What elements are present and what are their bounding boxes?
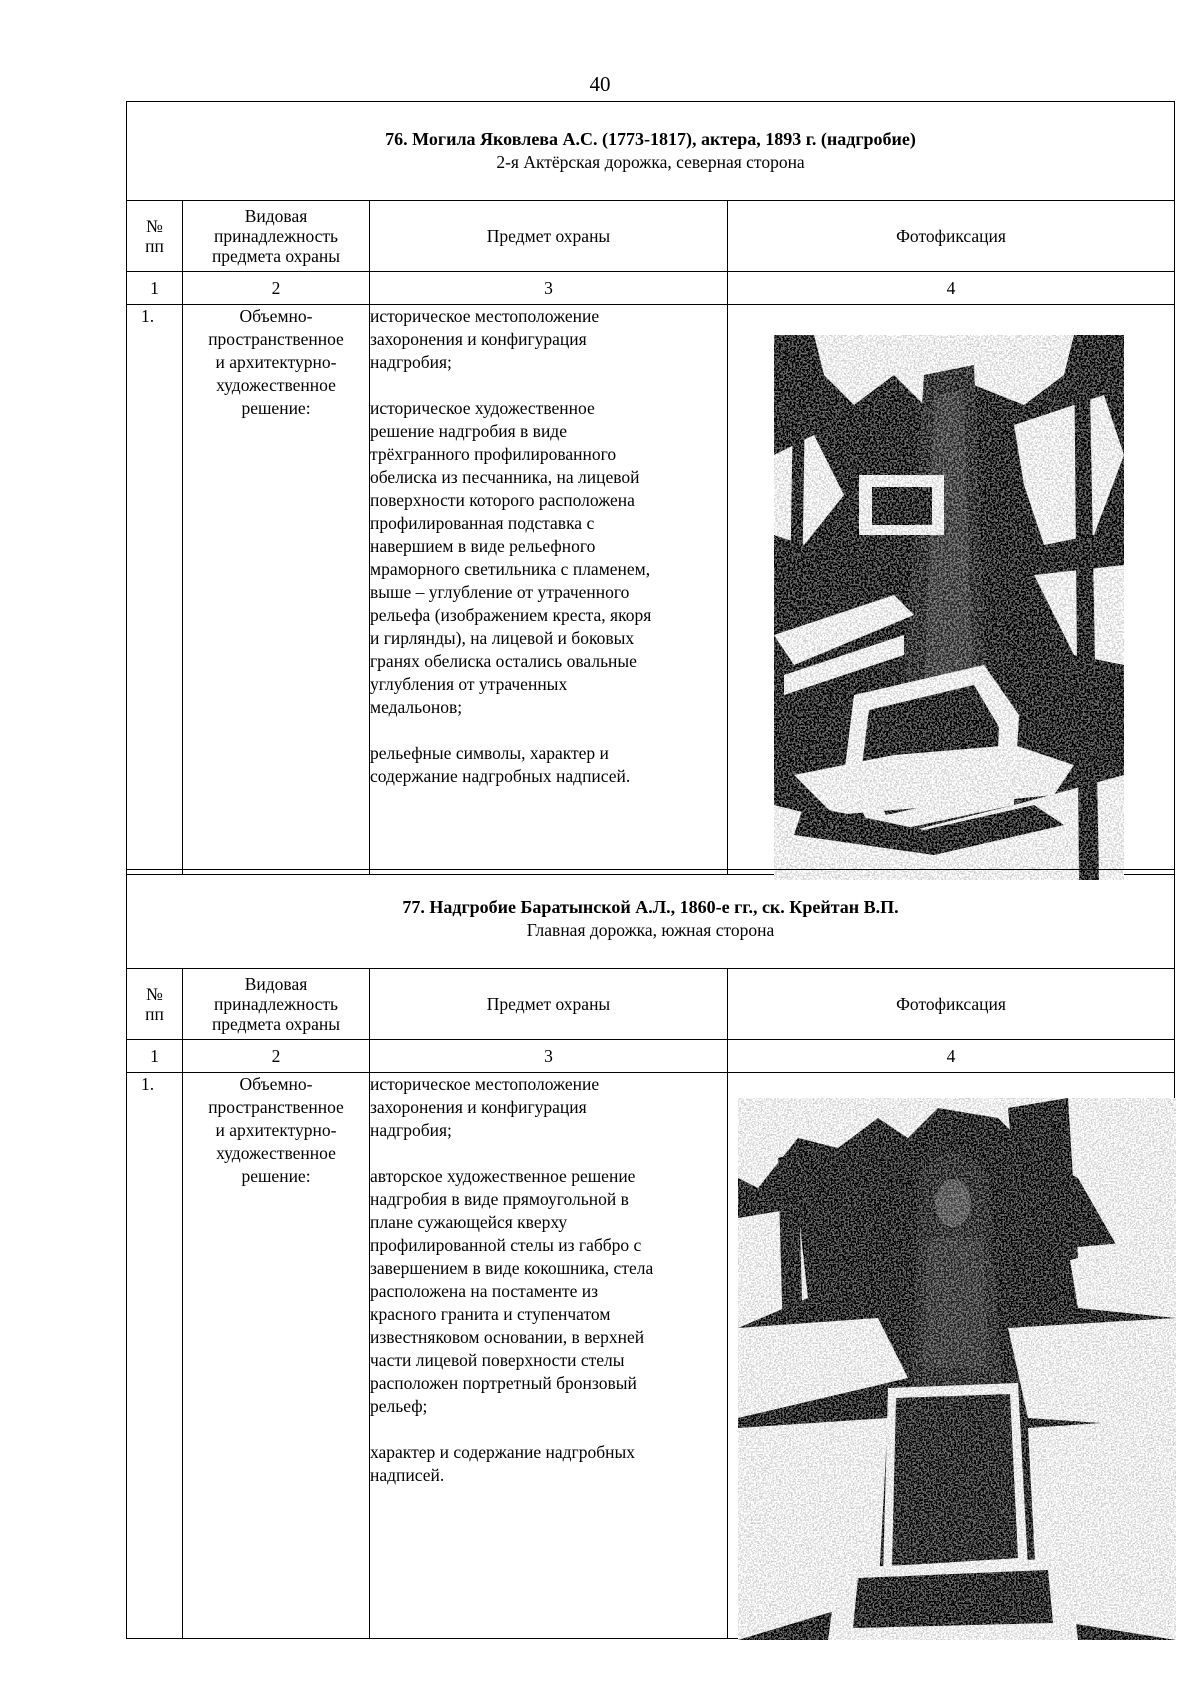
column-header-no: № пп [127, 969, 183, 1040]
column-header-kind: Видовая принадлежность предмета охраны [183, 969, 370, 1040]
column-header-subject: Предмет охраны [370, 201, 728, 272]
column-header-subject: Предмет охраны [370, 969, 728, 1040]
row-subject [370, 305, 728, 875]
row-number: 1. [127, 1073, 183, 1639]
heritage-section-76 [126, 101, 1174, 875]
subject-paragraph: характер и содержание надгробных надписей. [370, 1442, 636, 1485]
section-location: Главная дорожка, южная сторона [526, 920, 775, 940]
row-kind: Объемно- пространственное и архитектурно- художественное решение: [183, 305, 370, 875]
section-header [127, 870, 1175, 969]
column-number-2: 2 [183, 1040, 370, 1073]
column-number-4: 4 [728, 272, 1175, 305]
section-title: 76. Могила Яковлева А.С. (1773-1817), актера, 1893 г. (надгробие) [385, 129, 916, 149]
column-number-3: 3 [370, 1040, 728, 1073]
column-number-3: 3 [370, 272, 728, 305]
grave-photo [774, 335, 1124, 880]
subject-paragraph: авторское художественное решение надгробия в виде прямоугольной в плане сужающейся кверху профилированной стелы из габбро с завершением в виде кокошника, стела расположена на постаменте из красного гранита и ступенчатом известняковом основании, в верхней части лицевой поверхности стелы расположен портретный бронзовый рельеф; [370, 1166, 654, 1416]
row-photo [728, 305, 1175, 875]
section-header [127, 102, 1175, 201]
heritage-table [126, 101, 1175, 875]
column-header-photo: Фотофиксация [728, 969, 1175, 1040]
subject-paragraph: историческое местоположение захоронения и конфигурация надгробия; [370, 306, 600, 372]
column-number-2: 2 [183, 272, 370, 305]
section-location: 2-я Актёрская дорожка, северная сторона [496, 152, 805, 172]
row-subject [370, 1073, 728, 1639]
heritage-table [126, 869, 1175, 1639]
subject-paragraph: рельефные символы, характер и содержание надгробных надписей. [370, 743, 631, 786]
section-title: 77. Надгробие Баратынской А.Л., 1860-е гг., ск. Крейтан В.П. [402, 897, 899, 917]
grave-photo [738, 1098, 1176, 1640]
column-header-photo: Фотофиксация [728, 201, 1175, 272]
page-number: 40 [589, 72, 611, 96]
heritage-section-77 [126, 869, 1174, 1639]
column-number-4: 4 [728, 1040, 1175, 1073]
column-header-no: № пп [127, 201, 183, 272]
subject-paragraph: историческое художественное решение надгробия в виде трёхгранного профилированного обелиска из песчанника, на лицевой поверхности которого расположена профилированная подставка с навершием в виде рельефного мраморного светильника с пламенем, выше – углубление от утраченного рельефа (изображением креста, якоря и гирлянды), на лицевой и боковых гранях обелиска остались овальные углубления от утраченных медальонов; [370, 398, 652, 717]
column-number-1: 1 [127, 1040, 183, 1073]
row-photo [728, 1073, 1175, 1639]
row-number: 1. [127, 305, 183, 875]
subject-paragraph: историческое местоположение захоронения и конфигурация надгробия; [370, 1074, 600, 1140]
row-kind: Объемно- пространственное и архитектурно- художественное решение: [183, 1073, 370, 1639]
column-number-1: 1 [127, 272, 183, 305]
column-header-kind: Видовая принадлежность предмета охраны [183, 201, 370, 272]
